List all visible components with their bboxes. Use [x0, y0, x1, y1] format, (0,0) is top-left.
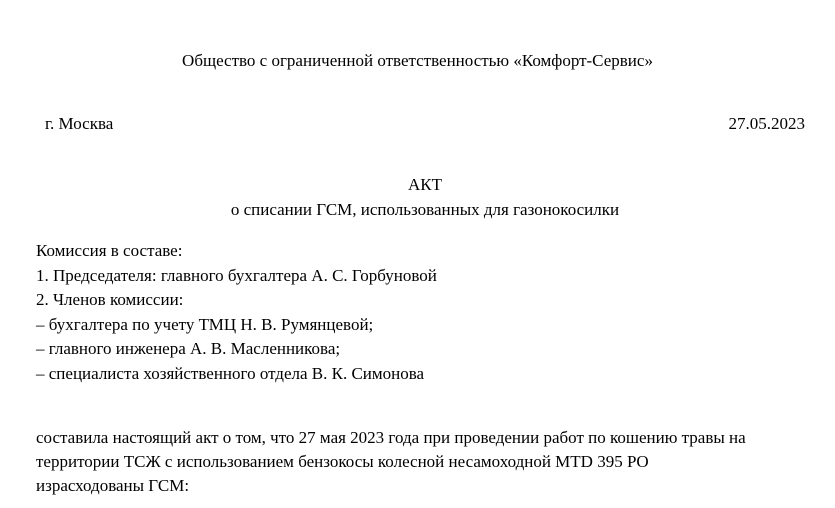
- commission-heading: Комиссия в составе:: [36, 241, 183, 260]
- document-subtitle: о списании ГСМ, использованных для газонокосилки: [230, 200, 620, 219]
- commission-member: – специалиста хозяйственного отдела В. К. Симонова: [36, 363, 425, 383]
- commission-chair: 1. Председателя: главного бухгалтера А. С. Горбуновой: [36, 265, 437, 285]
- city: г. Москва: [45, 114, 114, 133]
- body-line: составила настоящий акт о том, что 27 мая 2023 года при проведении работ по кошению травы на: [36, 428, 746, 447]
- commission-members-heading: 2. Членов комиссии:: [36, 290, 184, 309]
- commission-member: – главного инженера А. В. Масленникова;: [36, 339, 341, 358]
- document-date: 27.05.2023: [728, 114, 805, 133]
- act-body: [36, 426, 816, 498]
- body-line: территории ТСЖ с использованием бензокосы колесной несамоходной MTD 395 PO: [36, 452, 649, 471]
- document-title: АКТ: [408, 175, 442, 194]
- commission-block: [36, 239, 816, 386]
- body-line: израсходованы ГСМ:: [36, 476, 190, 495]
- commission-member: – бухгалтера по учету ТМЦ Н. В. Румянцевой;: [36, 314, 374, 334]
- organization-name: Общество с ограниченной ответственностью «Комфорт-Сервис»: [182, 51, 653, 70]
